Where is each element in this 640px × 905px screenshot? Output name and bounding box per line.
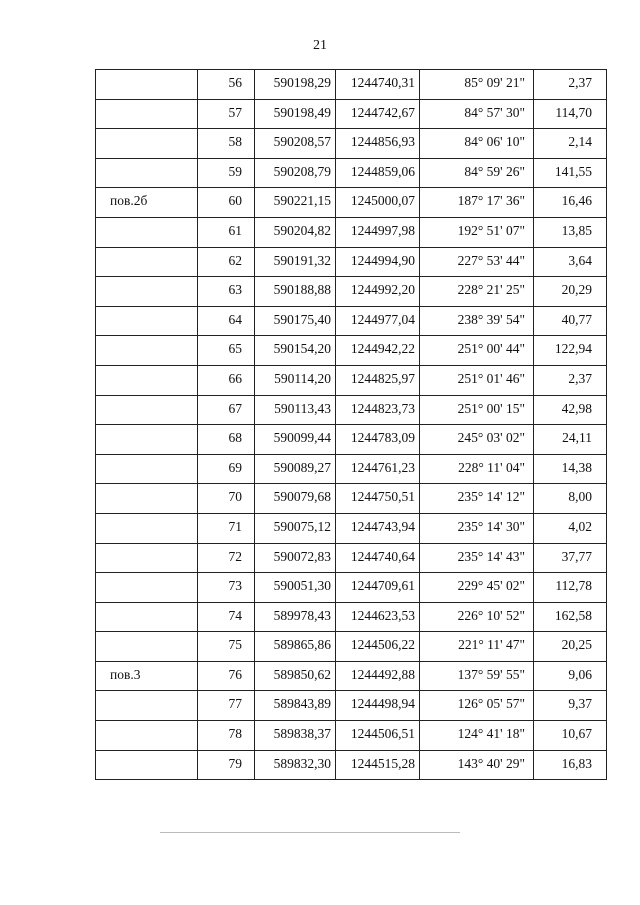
- turn-label-cell: [96, 99, 198, 129]
- y-coordinate-cell: 1244515,28: [336, 750, 420, 780]
- turn-label-cell: [96, 543, 198, 573]
- point-number-cell: 64: [198, 306, 255, 336]
- direction-angle-cell: 137° 59' 55": [420, 661, 534, 691]
- turn-label-cell: [96, 602, 198, 632]
- point-number-cell: 77: [198, 691, 255, 721]
- y-coordinate-cell: 1244992,20: [336, 277, 420, 307]
- x-coordinate-cell: 590198,29: [255, 70, 336, 100]
- distance-cell: 42,98: [534, 395, 607, 425]
- table-row: [96, 188, 607, 218]
- direction-angle-cell: 84° 59' 26": [420, 158, 534, 188]
- distance-cell: 2,37: [534, 365, 607, 395]
- turn-label-cell: [96, 306, 198, 336]
- point-number-cell: 78: [198, 721, 255, 751]
- distance-cell: 40,77: [534, 306, 607, 336]
- y-coordinate-cell: 1244942,22: [336, 336, 420, 366]
- y-coordinate-cell: 1245000,07: [336, 188, 420, 218]
- direction-angle-cell: 228° 21' 25": [420, 277, 534, 307]
- direction-angle-cell: 235° 14' 30": [420, 513, 534, 543]
- point-number-cell: 56: [198, 70, 255, 100]
- distance-cell: 20,29: [534, 277, 607, 307]
- table-row: [96, 99, 607, 129]
- y-coordinate-cell: 1244743,94: [336, 513, 420, 543]
- x-coordinate-cell: 589832,30: [255, 750, 336, 780]
- point-number-cell: 79: [198, 750, 255, 780]
- y-coordinate-cell: 1244623,53: [336, 602, 420, 632]
- y-coordinate-cell: 1244506,22: [336, 632, 420, 662]
- turn-label-cell: [96, 632, 198, 662]
- distance-cell: 13,85: [534, 217, 607, 247]
- point-number-cell: 67: [198, 395, 255, 425]
- direction-angle-cell: 84° 06' 10": [420, 129, 534, 159]
- distance-cell: 14,38: [534, 454, 607, 484]
- turn-label-cell: [96, 158, 198, 188]
- turn-label-cell: [96, 217, 198, 247]
- x-coordinate-cell: 590204,82: [255, 217, 336, 247]
- y-coordinate-cell: 1244823,73: [336, 395, 420, 425]
- direction-angle-cell: 251° 00' 15": [420, 395, 534, 425]
- point-number-cell: 69: [198, 454, 255, 484]
- table-row: [96, 336, 607, 366]
- table-row: [96, 484, 607, 514]
- direction-angle-cell: 221° 11' 47": [420, 632, 534, 662]
- x-coordinate-cell: 589850,62: [255, 661, 336, 691]
- x-coordinate-cell: 590208,79: [255, 158, 336, 188]
- turn-label-cell: [96, 247, 198, 277]
- distance-cell: 141,55: [534, 158, 607, 188]
- point-number-cell: 60: [198, 188, 255, 218]
- y-coordinate-cell: 1244783,09: [336, 425, 420, 455]
- distance-cell: 16,46: [534, 188, 607, 218]
- point-number-cell: 68: [198, 425, 255, 455]
- y-coordinate-cell: 1244856,93: [336, 129, 420, 159]
- distance-cell: 4,02: [534, 513, 607, 543]
- table-row: [96, 70, 607, 100]
- turn-label-cell: [96, 721, 198, 751]
- y-coordinate-cell: 1244742,67: [336, 99, 420, 129]
- point-number-cell: 66: [198, 365, 255, 395]
- distance-cell: 3,64: [534, 247, 607, 277]
- y-coordinate-cell: 1244825,97: [336, 365, 420, 395]
- turn-label-cell: [96, 129, 198, 159]
- y-coordinate-cell: 1244740,31: [336, 70, 420, 100]
- table-row: [96, 247, 607, 277]
- x-coordinate-cell: 590191,32: [255, 247, 336, 277]
- point-number-cell: 76: [198, 661, 255, 691]
- x-coordinate-cell: 590208,57: [255, 129, 336, 159]
- turn-label-cell: пов.2б: [96, 188, 198, 218]
- turn-label-cell: [96, 484, 198, 514]
- direction-angle-cell: 84° 57' 30": [420, 99, 534, 129]
- table-row: [96, 129, 607, 159]
- table-row: [96, 454, 607, 484]
- y-coordinate-cell: 1244506,51: [336, 721, 420, 751]
- x-coordinate-cell: 590079,68: [255, 484, 336, 514]
- table-row: [96, 425, 607, 455]
- y-coordinate-cell: 1244761,23: [336, 454, 420, 484]
- table-row: [96, 661, 607, 691]
- direction-angle-cell: 226° 10' 52": [420, 602, 534, 632]
- direction-angle-cell: 85° 09' 21": [420, 70, 534, 100]
- turn-label-cell: [96, 365, 198, 395]
- distance-cell: 20,25: [534, 632, 607, 662]
- turn-label-cell: [96, 454, 198, 484]
- y-coordinate-cell: 1244750,51: [336, 484, 420, 514]
- x-coordinate-cell: 590072,83: [255, 543, 336, 573]
- distance-cell: 9,37: [534, 691, 607, 721]
- x-coordinate-cell: 590221,15: [255, 188, 336, 218]
- y-coordinate-cell: 1244997,98: [336, 217, 420, 247]
- direction-angle-cell: 227° 53' 44": [420, 247, 534, 277]
- x-coordinate-cell: 590089,27: [255, 454, 336, 484]
- point-number-cell: 75: [198, 632, 255, 662]
- direction-angle-cell: 251° 00' 44": [420, 336, 534, 366]
- table-row: [96, 277, 607, 307]
- footer-divider: [160, 832, 460, 833]
- table-row: [96, 632, 607, 662]
- coordinates-table: [95, 69, 607, 780]
- distance-cell: 112,78: [534, 573, 607, 603]
- point-number-cell: 71: [198, 513, 255, 543]
- direction-angle-cell: 228° 11' 04": [420, 454, 534, 484]
- x-coordinate-cell: 590175,40: [255, 306, 336, 336]
- y-coordinate-cell: 1244977,04: [336, 306, 420, 336]
- x-coordinate-cell: 590198,49: [255, 99, 336, 129]
- point-number-cell: 58: [198, 129, 255, 159]
- point-number-cell: 57: [198, 99, 255, 129]
- distance-cell: 10,67: [534, 721, 607, 751]
- direction-angle-cell: 229° 45' 02": [420, 573, 534, 603]
- turn-label-cell: [96, 573, 198, 603]
- distance-cell: 24,11: [534, 425, 607, 455]
- distance-cell: 16,83: [534, 750, 607, 780]
- table-row: [96, 158, 607, 188]
- point-number-cell: 74: [198, 602, 255, 632]
- direction-angle-cell: 235° 14' 12": [420, 484, 534, 514]
- distance-cell: 2,37: [534, 70, 607, 100]
- point-number-cell: 63: [198, 277, 255, 307]
- y-coordinate-cell: 1244498,94: [336, 691, 420, 721]
- direction-angle-cell: 187° 17' 36": [420, 188, 534, 218]
- turn-label-cell: [96, 336, 198, 366]
- distance-cell: 2,14: [534, 129, 607, 159]
- x-coordinate-cell: 590051,30: [255, 573, 336, 603]
- x-coordinate-cell: 590113,43: [255, 395, 336, 425]
- x-coordinate-cell: 590114,20: [255, 365, 336, 395]
- y-coordinate-cell: 1244492,88: [336, 661, 420, 691]
- direction-angle-cell: 124° 41' 18": [420, 721, 534, 751]
- page-number: 21: [313, 38, 327, 53]
- turn-label-cell: пов.3: [96, 661, 198, 691]
- point-number-cell: 73: [198, 573, 255, 603]
- point-number-cell: 59: [198, 158, 255, 188]
- x-coordinate-cell: 590075,12: [255, 513, 336, 543]
- distance-cell: 162,58: [534, 602, 607, 632]
- table-row: [96, 306, 607, 336]
- turn-label-cell: [96, 425, 198, 455]
- x-coordinate-cell: 590099,44: [255, 425, 336, 455]
- direction-angle-cell: 143° 40' 29": [420, 750, 534, 780]
- point-number-cell: 70: [198, 484, 255, 514]
- x-coordinate-cell: 589838,37: [255, 721, 336, 751]
- turn-label-cell: [96, 70, 198, 100]
- distance-cell: 122,94: [534, 336, 607, 366]
- point-number-cell: 62: [198, 247, 255, 277]
- turn-label-cell: [96, 513, 198, 543]
- x-coordinate-cell: 589865,86: [255, 632, 336, 662]
- turn-label-cell: [96, 750, 198, 780]
- y-coordinate-cell: 1244859,06: [336, 158, 420, 188]
- table-row: [96, 395, 607, 425]
- distance-cell: 9,06: [534, 661, 607, 691]
- x-coordinate-cell: 589978,43: [255, 602, 336, 632]
- direction-angle-cell: 235° 14' 43": [420, 543, 534, 573]
- turn-label-cell: [96, 277, 198, 307]
- direction-angle-cell: 251° 01' 46": [420, 365, 534, 395]
- x-coordinate-cell: 589843,89: [255, 691, 336, 721]
- direction-angle-cell: 126° 05' 57": [420, 691, 534, 721]
- table-row: [96, 691, 607, 721]
- y-coordinate-cell: 1244709,61: [336, 573, 420, 603]
- direction-angle-cell: 192° 51' 07": [420, 217, 534, 247]
- table-row: [96, 573, 607, 603]
- distance-cell: 8,00: [534, 484, 607, 514]
- table-row: [96, 602, 607, 632]
- turn-label-cell: [96, 395, 198, 425]
- table-row: [96, 721, 607, 751]
- y-coordinate-cell: 1244994,90: [336, 247, 420, 277]
- direction-angle-cell: 238° 39' 54": [420, 306, 534, 336]
- table-row: [96, 365, 607, 395]
- table-row: [96, 217, 607, 247]
- table-row: [96, 513, 607, 543]
- y-coordinate-cell: 1244740,64: [336, 543, 420, 573]
- point-number-cell: 65: [198, 336, 255, 366]
- x-coordinate-cell: 590188,88: [255, 277, 336, 307]
- distance-cell: 114,70: [534, 99, 607, 129]
- point-number-cell: 72: [198, 543, 255, 573]
- table-row: [96, 543, 607, 573]
- table-row: [96, 750, 607, 780]
- turn-label-cell: [96, 691, 198, 721]
- coordinates-table-body: [96, 70, 607, 780]
- direction-angle-cell: 245° 03' 02": [420, 425, 534, 455]
- distance-cell: 37,77: [534, 543, 607, 573]
- point-number-cell: 61: [198, 217, 255, 247]
- x-coordinate-cell: 590154,20: [255, 336, 336, 366]
